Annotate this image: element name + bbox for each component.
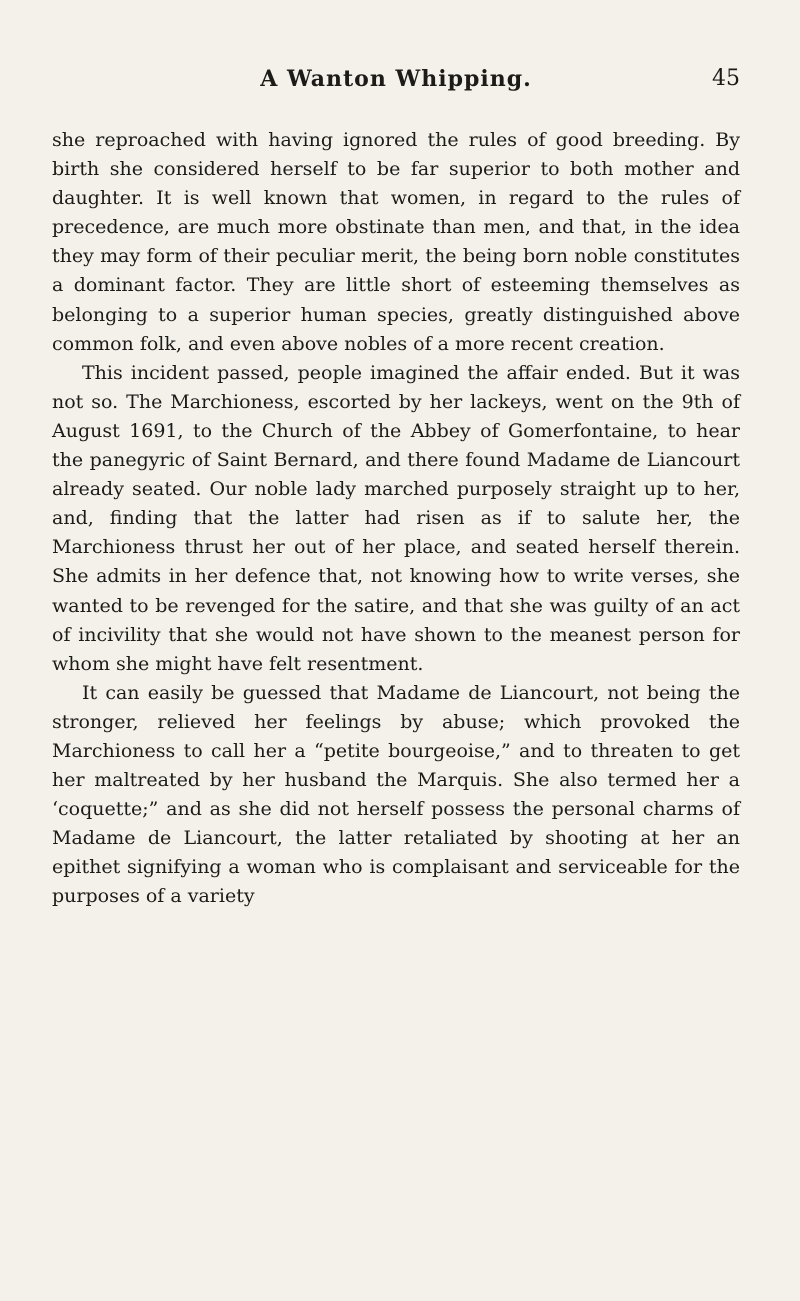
body-text — [52, 126, 740, 912]
page-number: 45 — [712, 66, 740, 91]
running-title: A Wanton Whipping. — [260, 66, 532, 92]
running-head — [52, 66, 740, 110]
paragraph-abuse: It can easily be guessed that Madame de Liancourt, not being the stronger, relieved her feelings by abuse; which provoked the Marchioness to call her a “petite bourgeoise,” and to threaten to get her maltreated by her husband the Marquis. She also termed her a ‘coquette;” and as she did not herself possess the personal charms of Madame de Liancourt, the latter retaliated by shooting at her an epithet signifying a woman who is complaisant and serviceable for the purposes of a variety — [52, 681, 740, 908]
paragraph-continued: she reproached with having ignored the rules of good breeding. By birth she considered herself to be far superior to both mother and daughter. It is well known that women, in regard to the rules of precedence, are much more obstinate than men, and that, in the idea they may form of their peculiar merit, the being born noble constitutes a dominant factor. They are little short of esteeming themselves as belonging to a superior human species, greatly distinguished above common folk, and even above nobles of a more recent creation. — [52, 129, 740, 355]
paragraph-incident: This incident passed, people imagined the affair ended. But it was not so. The Marchioness, escorted by her lackeys, went on the 9th of August 1691, to the Church of the Abbey of Gomerfontaine, to hear the panegyric of Saint Bernard, and there found Madame de Liancourt already seated. Our noble lady marched purposely straight up to her, and, finding that the latter had risen as if to salute her, the Marchioness thrust her out of her place, and seated herself therein. She admits in her defence that, not knowing how to write verses, she wanted to be revenged for the satire, and that she was guilty of an act of incivility that she would not have shown to the meanest person for whom she might have felt resentment. — [52, 361, 740, 675]
